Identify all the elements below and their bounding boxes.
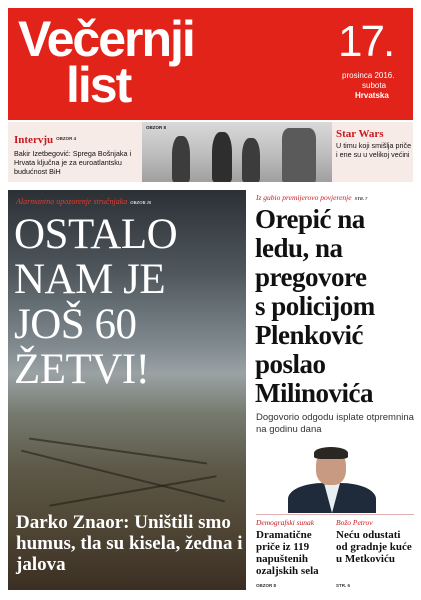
lead-deck: Dogovorio odgodu isplate otpremnina na godinu dana <box>256 412 414 435</box>
cover-kicker-text: Alarmantno upozorenje stručnjaka <box>16 197 128 206</box>
cover-kicker <box>16 197 151 206</box>
photo-figure <box>212 132 232 182</box>
issue-date: prosinca 2016. <box>342 71 395 80</box>
interview-page-ref: OBZOR 4 <box>56 136 77 142</box>
petrov-text: Neću odustati od gradnje kuće u Metkoviću <box>336 529 412 565</box>
lead-page-ref: STR. 7 <box>354 195 368 201</box>
lead-headline-line: s policijom <box>255 291 375 321</box>
demography-teaser[interactable] <box>256 518 332 577</box>
brand-logo-line1[interactable]: Večernji <box>18 11 194 67</box>
lead-headline-line: Plenković <box>255 320 363 350</box>
portrait-hair <box>314 447 348 459</box>
demography-text: Dramatične priče iz 119 napuštenih ozaljskih sela <box>256 529 319 577</box>
demography-page-ref: OBZOR 8 <box>256 583 277 588</box>
lead-kicker <box>256 193 367 202</box>
cover-subhead: Darko Znaor: Uništili smo humus, tla su kisela, žedna i jalova <box>16 512 243 575</box>
cover-headline-line: ŽETVI! <box>14 346 150 393</box>
issue-weekday: subota <box>362 81 387 90</box>
divider <box>256 514 414 515</box>
cover-headline <box>14 212 240 392</box>
lead-headline-line: ledu, na <box>255 233 343 263</box>
photo-figure <box>172 136 190 182</box>
petrov-kicker: Božo Petrov <box>336 518 373 527</box>
star-wars-teaser[interactable] <box>336 128 412 159</box>
field-furrow <box>49 475 217 506</box>
lead-headline[interactable] <box>255 205 415 408</box>
cover-headline-line: OSTALO <box>14 211 178 258</box>
masthead <box>8 8 413 120</box>
issue-edition: Hrvatska <box>355 91 389 100</box>
lead-headline-line: poslao <box>255 349 326 379</box>
lead-headline-line: Orepić na <box>255 204 365 234</box>
star-wars-kicker: Star Wars <box>336 128 384 140</box>
interview-kicker: Intervju <box>14 134 54 146</box>
petrov-page-ref: STR. 6 <box>336 583 351 588</box>
petrov-teaser[interactable] <box>336 518 412 565</box>
field-furrow <box>21 450 225 503</box>
photo-page-ref: OBZOR 8 <box>146 125 167 130</box>
star-wars-photo[interactable] <box>142 122 332 182</box>
lead-headline-line: pregovore <box>255 262 367 292</box>
cover-story[interactable] <box>8 190 246 590</box>
cover-page-ref: OBZOR 20 <box>130 199 152 205</box>
brand-logo-line2[interactable]: list <box>66 57 131 113</box>
star-wars-text: U timu koji smišlja priče i ene su u velikoj većini <box>336 141 412 159</box>
issue-day: 17. <box>338 17 394 66</box>
photo-figure <box>242 138 260 182</box>
lead-headline-line: Milinovića <box>255 378 373 408</box>
demography-kicker: Demografski sunak <box>256 518 315 527</box>
lead-kicker-text: Iz gubio premijerovo povjerenje <box>256 193 352 202</box>
photo-walker <box>282 128 316 182</box>
interview-text: Bakir Izetbegović: Sprega Bošnjaka i Hrvata ključna je za euroatlantsku budućnost BiH <box>14 149 132 176</box>
interview-teaser[interactable] <box>14 130 134 176</box>
cover-headline-line: JOŠ 60 <box>14 301 137 348</box>
teaser-strip <box>8 122 413 182</box>
politician-portrait <box>278 445 388 513</box>
cover-headline-line: NAM JE <box>14 256 166 303</box>
